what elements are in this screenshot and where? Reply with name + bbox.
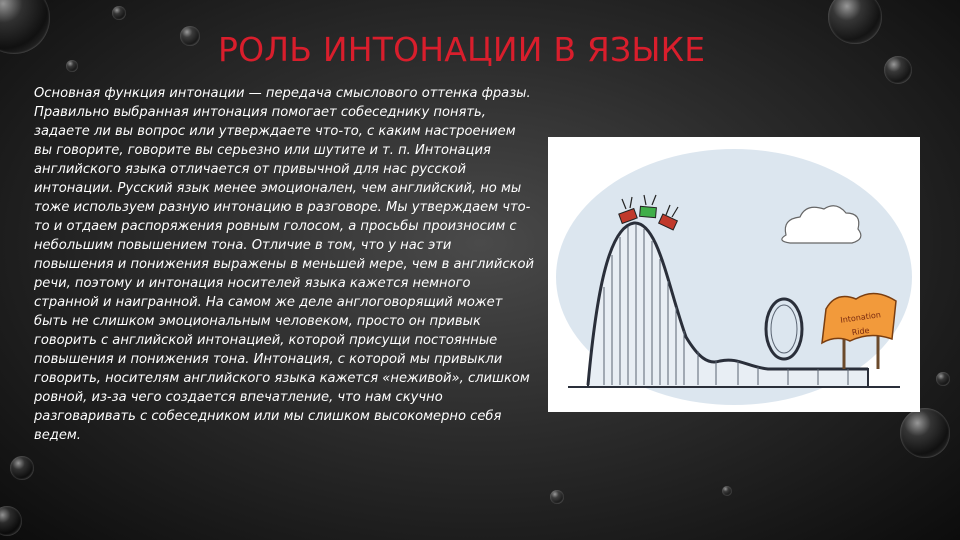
bubble [66,60,78,72]
bubble [180,26,200,46]
bubble [828,0,882,44]
bubble [550,490,564,504]
page-title: РОЛЬ ИНТОНАЦИИ В ЯЗЫКЕ [218,30,706,69]
bubble [0,506,22,536]
roller-coaster-illustration [548,137,920,412]
bubble [10,456,34,480]
bubble [936,372,950,386]
bubble [900,408,950,458]
bubble [0,0,50,54]
svg-text:Ride: Ride [851,325,871,338]
roller-coaster-icon [548,137,920,412]
body-paragraph: Основная функция интонации — передача смыслового оттенка фразы. Правильно выбранная интонация помогает собеседнику понять, задаете ли вы вопрос или утверждаете что-то, с каким настроением вы говорите, говорите вы серьезно или шутите и т. п. Интонация английского языка отличается от привычной для нас русской интонации. Русский язык менее эмоционален, чем английский, но мы тоже используем разную интонацию в разговоре. Мы утверждаем что-то и отдаем распоряжения ровным голосом, а просьбы произносим с небольшим повышением тона. Отличие в том, что у нас эти повышения и понижения выражены в меньшей мере, чем в английской речи, поэтому и интонация носителей языка кажется немного странной и наигранной. На самом же деле англоговорящий может быть не слишком эмоциональным человеком, просто он привык говорить с английской интонацией, которой присущи постоянные повышения и понижения тона. Интонация, с которой мы привыкли говорить, носителям английского языка кажется «неживой», слишком ровной, из-за чего создается впечатление, что нам скучно разговаривать с собеседником или мы слишком высокомерно себя ведем. [34,86,534,443]
bubble [722,486,732,496]
bubble [884,56,912,84]
bubble [112,6,126,20]
svg-text:Intonation: Intonation [839,310,882,325]
